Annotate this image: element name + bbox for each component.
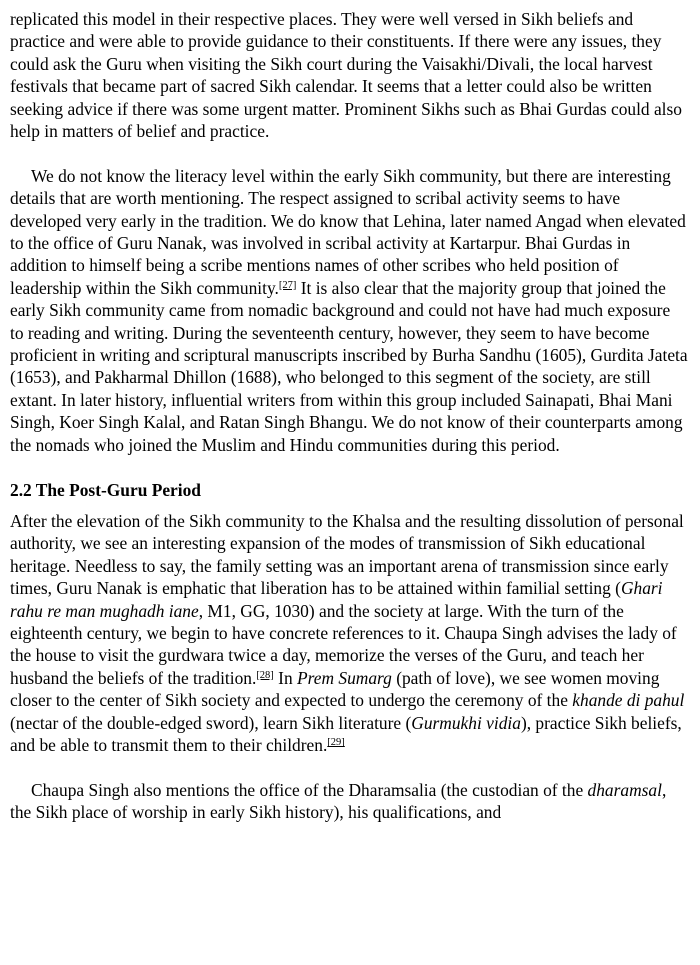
paragraph-text: , the Sikh place of worship in early Sikh history), his qualifications, and: [10, 779, 667, 823]
paragraph-text: After the elevation of the Sikh community to the Khalsa and the resulting dissolution of personal authority, we see an interesting expansion of the modes of transmission of Sikh educational heritage. Needless to say, the family setting was an important arena of transmission since early times, Guru Nanak is emphatic that liberation has to be attained within familial setting (: [10, 510, 684, 599]
paragraph-post-guru: [10, 510, 688, 756]
paragraph-text: It is also clear that the majority group that joined the early Sikh community came from nomadic background and could not have had much exposure to reading and writing. During the seventeenth century, however, they seem to have become proficient in writing and scriptural manuscripts inscribed by Burha Sandhu (1605), Gurdita Jateta (1653), and Pakharmal Dhillon (1688), who belonged to this segment of the society, are still extant. In later history, influential writers from within this group included Sainapati, Bhai Mani Singh, Koer Singh Kalal, and Ratan Singh Bhangu. We do not know of their counterparts among the nomads who joined the Muslim and Hindu communities during this period.: [10, 277, 688, 455]
paragraph-literacy: [10, 165, 688, 456]
paragraph-text: replicated this model in their respective places. They were well versed in Sikh beliefs and practice and were able to provide guidance to their constituents. If there were any issues, they could ask the Guru when visiting the Sikh court during the Vaisakhi/Divali, the local harvest festivals that became part of sacred Sikh calendar. It seems that a letter could also be written seeking advice if there was some urgent matter. Prominent Sikhs such as Bhai Gurdas could also help in matters of belief and practice.: [10, 9, 682, 142]
italic-term-dharamsal: dharamsal: [587, 779, 662, 800]
section-heading: 2.2 The Post-Guru Period: [10, 479, 201, 500]
footnote-link-29[interactable]: [29]: [327, 736, 345, 748]
paragraph-replicated-model: [10, 8, 688, 142]
italic-title-prem-sumarg: Prem Sumarg: [297, 667, 392, 688]
italic-term-khande: khande di pahul: [572, 690, 685, 711]
italic-term-gurmukhi: Gurmukhi vidia: [411, 712, 521, 733]
paragraph-text: We do not know the literacy level within the early Sikh community, but there are interesting details that are worth mentioning. The respect assigned to scribal activity seems to have developed very early in the tradition. We do know that Lehina, later named Angad when elevated to the office of Guru Nanak, was involved in scribal activity at Kartarpur. Bhai Gurdas in addition to himself being a scribe mentions names of other scribes who held position of leadership within the Sikh community.: [10, 165, 686, 298]
paragraph-text: , M1, GG, 1030) and the society at large. With the turn of the eighteenth century, we begin to have concrete references to it. Chaupa Singh advises the lady of the house to visit the gurdwara twice a day, memorize the verses of the Guru, and teach her husband the beliefs of the tradition.: [10, 600, 677, 688]
italic-quote: Ghari rahu re man mughadh iane: [10, 578, 663, 621]
paragraph-text: In: [273, 667, 297, 688]
footnote-link-27[interactable]: [27]: [278, 279, 297, 291]
paragraph-text: Chaupa Singh also mentions the office of the Dharamsalia (the custodian of the: [31, 779, 588, 800]
paragraph-text: (nectar of the double-edged sword), learn Sikh literature (: [10, 712, 412, 733]
paragraph-text: ), practice Sikh beliefs, and be able to transmit them to their children.: [10, 712, 682, 755]
footnote-link-28[interactable]: [28]: [256, 669, 274, 681]
paragraph-text: (path of love), we see women moving closer to the center of Sikh society and expected to undergo the ceremony of the: [10, 667, 660, 711]
paragraph-dharamsalia: [10, 779, 688, 824]
